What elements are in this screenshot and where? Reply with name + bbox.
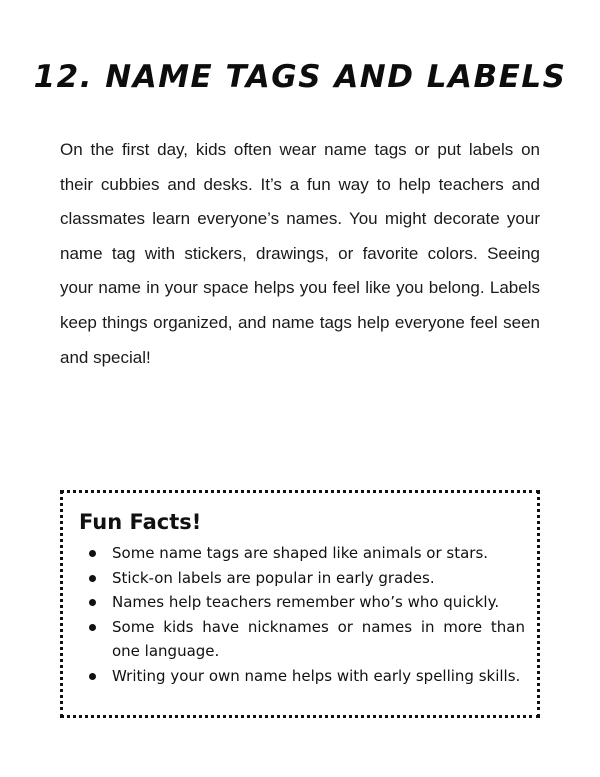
bullet-icon bbox=[89, 624, 96, 631]
fun-facts-heading: Fun Facts! bbox=[79, 510, 202, 534]
fun-fact-item bbox=[79, 664, 525, 689]
fun-fact-item bbox=[79, 566, 525, 591]
fun-fact-text: Some name tags are shaped like animals or stars. bbox=[112, 544, 489, 562]
fun-fact-text: Writing your own name helps with early spelling skills. bbox=[112, 666, 521, 685]
fun-fact-text: Some kids have nicknames or names in more than one language. bbox=[112, 617, 525, 660]
fun-fact-item bbox=[79, 541, 525, 566]
fun-fact-text: Names help teachers remember who’s who quickly. bbox=[112, 593, 500, 611]
bullet-icon bbox=[89, 550, 96, 557]
fun-fact-text: Stick-on labels are popular in early grades. bbox=[112, 568, 435, 587]
fun-fact-item bbox=[79, 615, 525, 664]
fun-facts-box bbox=[60, 490, 540, 718]
page-title: 12. NAME TAGS AND LABELS bbox=[33, 59, 567, 95]
body-paragraph: On the first day, kids often wear name tags or put labels on their cubbies and desks. It’s a fun way to help teachers and classmates learn everyone’s names. You might decorate your name tag with stickers, drawings, or favorite colors. Seeing your name in your space helps you feel like you belong. Labels keep things organized, and name tags help everyone feel seen and special! bbox=[60, 140, 540, 367]
fun-fact-item bbox=[79, 590, 525, 615]
bullet-icon bbox=[89, 599, 96, 606]
bullet-icon bbox=[89, 673, 96, 680]
fun-facts-list bbox=[79, 541, 525, 688]
bullet-icon bbox=[89, 575, 96, 582]
